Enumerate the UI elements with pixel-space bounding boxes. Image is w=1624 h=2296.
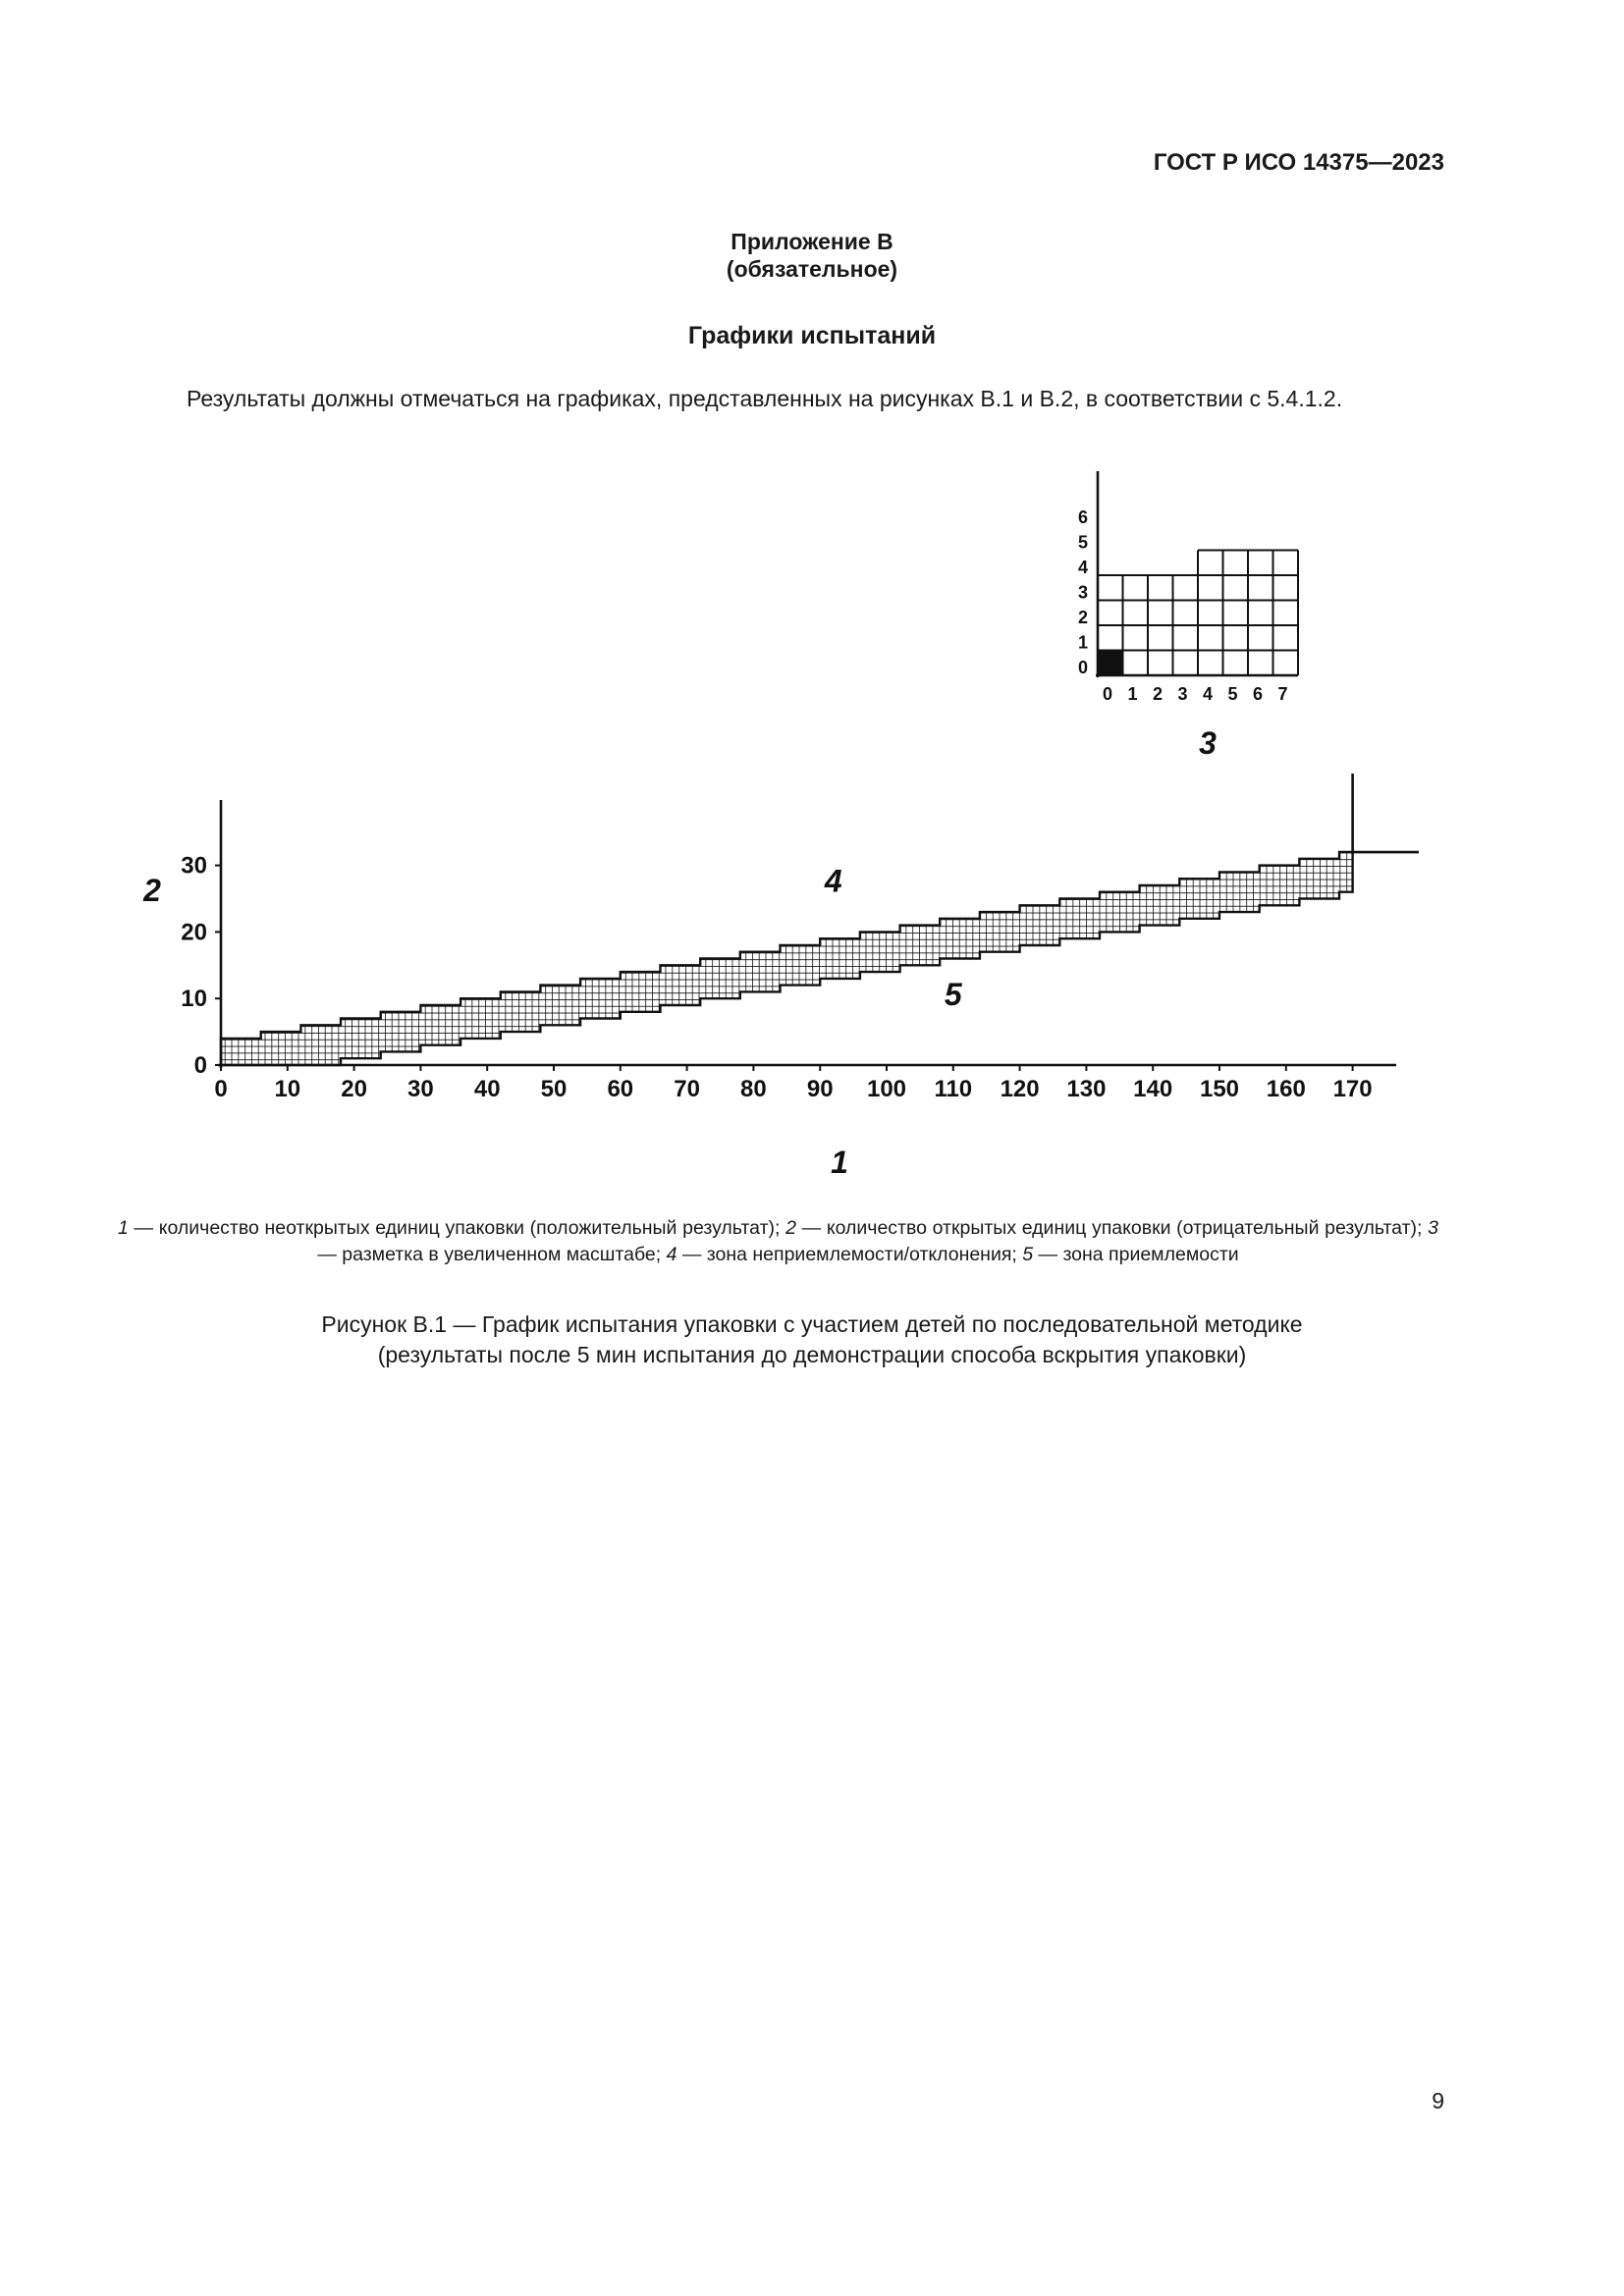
y-tick-label: 0	[193, 1052, 207, 1079]
detail-y-tick-label: 6	[1077, 507, 1088, 527]
detail-y-tick-label: 0	[1077, 658, 1088, 677]
document-code: ГОСТ Р ИСО 14375—2023	[1153, 149, 1444, 176]
x-tick-label: 90	[806, 1076, 834, 1102]
figure-caption	[0, 1309, 1624, 1370]
band-area	[221, 852, 1353, 1065]
x-tick-label: 100	[866, 1076, 907, 1102]
figure-legend	[118, 1215, 1438, 1268]
detail-x-tick-label: 0	[1102, 684, 1113, 704]
detail-y-tick-label: 2	[1077, 608, 1088, 627]
x-tick-label: 0	[214, 1076, 228, 1102]
legend-item-1: 1 — количество неоткрытых единиц упаковки (положительный результат);	[118, 1217, 786, 1239]
x-tick-label: 170	[1332, 1076, 1373, 1102]
caption-line-2: (результаты после 5 мин испытания до демонстрации способа вскрытия упаковки)	[377, 1342, 1247, 1367]
detail-y-tick-label: 4	[1077, 558, 1088, 577]
legend-item-5: 5 — зона приемлемости	[1022, 1244, 1239, 1265]
y-tick-label: 30	[181, 852, 207, 880]
y-tick-label: 10	[181, 986, 207, 1013]
zone-label-4: 4	[824, 863, 842, 899]
x-tick-label: 10	[274, 1076, 301, 1102]
x-tick-label: 50	[540, 1076, 568, 1102]
x-tick-label: 150	[1199, 1076, 1240, 1102]
legend-item-2: 2 — количество открытых единиц упаковки (отрицательный результат);	[785, 1217, 1429, 1239]
detail-y-tick-label: 5	[1077, 532, 1088, 553]
sequential-test-chart	[118, 766, 1434, 1198]
x-tick-label: 120	[1000, 1076, 1040, 1102]
y-tick-label: 20	[181, 919, 207, 946]
zone-label-5: 5	[944, 976, 962, 1012]
detail-y-tick-label: 3	[1077, 582, 1088, 603]
x-tick-label: 70	[674, 1076, 700, 1102]
page-number: 9	[1432, 2088, 1444, 2113]
caption-line-1: Рисунок В.1 — График испытания упаковки с участием детей по последовательной методике	[321, 1311, 1303, 1337]
x-tick-label: 130	[1066, 1076, 1107, 1102]
x-tick-label: 60	[607, 1076, 634, 1102]
x-tick-label: 80	[740, 1076, 767, 1102]
x-tick-label: 110	[934, 1076, 973, 1102]
detail-x-tick-label: 6	[1252, 684, 1264, 704]
x-tick-label: 160	[1266, 1076, 1306, 1102]
x-axis-title: 1	[831, 1145, 848, 1180]
appendix-status: (обязательное)	[726, 256, 898, 282]
detail-x-tick-label: 2	[1152, 684, 1164, 704]
detail-x-tick-label: 1	[1127, 684, 1138, 704]
detail-y-tick-label: 1	[1077, 632, 1088, 653]
legend-item-4: 4 — зона неприемлемости/отклонения;	[666, 1244, 1023, 1265]
detail-x-tick-label: 7	[1277, 684, 1288, 704]
detail-title: 3	[1199, 725, 1217, 756]
x-tick-label: 30	[407, 1076, 434, 1102]
section-title: Графики испытаний	[687, 322, 937, 349]
filled-cell	[1098, 651, 1123, 676]
legend-item-3: 3 — разметка в увеличенном масштабе;	[317, 1217, 1438, 1265]
detail-x-tick-label: 4	[1202, 684, 1214, 704]
x-tick-label: 140	[1133, 1076, 1173, 1102]
x-tick-label: 20	[341, 1076, 367, 1102]
x-tick-label: 40	[473, 1076, 501, 1102]
detail-x-tick-label: 5	[1227, 684, 1238, 704]
intro-paragraph: Результаты должны отмечаться на графиках, представленных на рисунках В.1 и В.2, в соответствии с 5.4.1.2.	[187, 386, 1343, 411]
y-axis-title: 2	[143, 873, 161, 908]
appendix-title: Приложение В	[731, 229, 893, 254]
appendix-heading	[0, 228, 1624, 283]
detail-grid-chart	[1060, 461, 1335, 756]
detail-x-tick-label: 3	[1177, 684, 1188, 704]
